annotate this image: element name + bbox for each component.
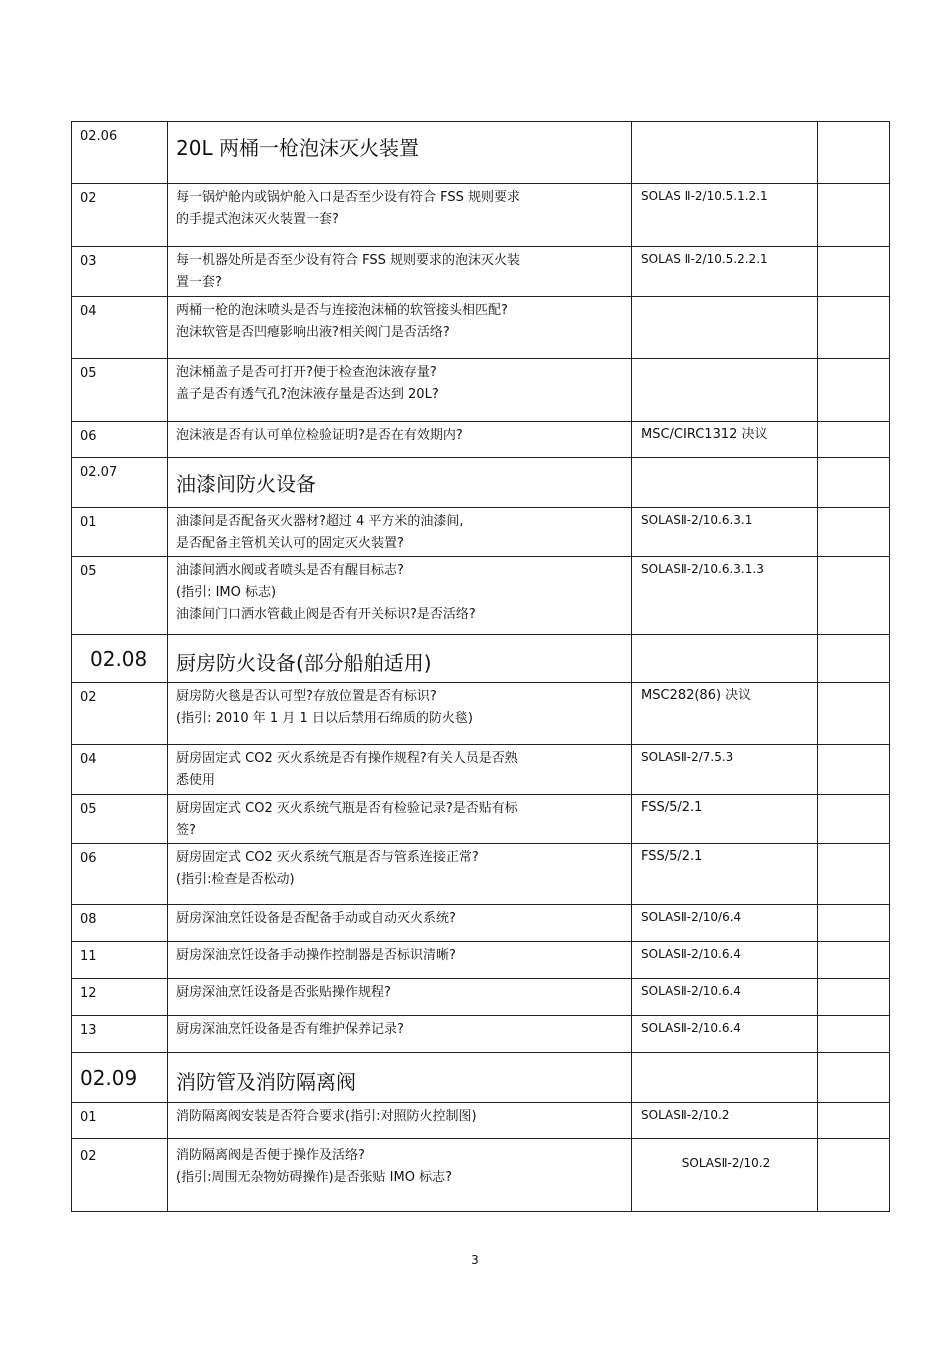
table-row: [72, 1016, 890, 1053]
reference-cell: [632, 635, 818, 683]
reference-cell: [632, 359, 818, 422]
question-cell: [168, 422, 632, 458]
check-cell: [818, 635, 890, 683]
reference-cell: MSC282(86) 决议: [632, 683, 818, 745]
question-line: 厨房固定式 CO2 灭火系统气瓶是否有检验记录?是否贴有标: [176, 801, 518, 816]
table-row: [72, 683, 890, 745]
item-code: 06: [72, 844, 168, 905]
check-cell: [818, 508, 890, 557]
reference-cell: SOLASⅡ-2/10.6.4: [632, 1016, 818, 1053]
question-line: 泡沫液是否有认可单位检验证明?是否在有效期内?: [176, 428, 463, 443]
item-code: 03: [72, 247, 168, 297]
question-line: 油漆间是否配备灭火器材?超过 4 平方米的油漆间,: [176, 514, 464, 529]
reference-cell: SOLASⅡ-2/10/6.4: [632, 905, 818, 942]
reference-cell: SOLAS Ⅱ-2/10.5.1.2.1: [632, 184, 818, 247]
reference-cell: [632, 458, 818, 508]
table-row: [72, 557, 890, 635]
table-row: [72, 942, 890, 979]
section-code: 02.08: [72, 635, 168, 683]
question-line: 消防隔离阀是否便于操作及活络?: [176, 1148, 365, 1163]
reference-cell: SOLASⅡ-2/10.6.4: [632, 979, 818, 1016]
section-row: [72, 635, 890, 683]
question-line: 厨房深油烹饪设备手动操作控制器是否标识清晰?: [176, 948, 456, 963]
question-line: 两桶一枪的泡沫喷头是否与连接泡沫桶的软管接头相匹配?: [176, 303, 508, 318]
question-line: 的手提式泡沫灭火装置一套?: [176, 212, 339, 227]
check-cell: [818, 122, 890, 184]
check-cell: [818, 683, 890, 745]
reference-cell: SOLASⅡ-2/7.5.3: [632, 745, 818, 795]
item-code: 05: [72, 557, 168, 635]
reference-cell: FSS/5/2.1: [632, 795, 818, 844]
question-line: 每一机器处所是否至少设有符合 FSS 规则要求的泡沫灭火装: [176, 253, 521, 268]
item-code: 13: [72, 1016, 168, 1053]
question-line: 厨房深油烹饪设备是否有维护保养记录?: [176, 1022, 404, 1037]
table-row: [72, 844, 890, 905]
check-cell: [818, 745, 890, 795]
section-title: 20L 两桶一枪泡沫灭火装置: [168, 122, 632, 184]
question-cell: [168, 942, 632, 979]
check-cell: [818, 979, 890, 1016]
question-line: (指引: 2010 年 1 月 1 日以后禁用石绵质的防火毯): [176, 711, 473, 726]
check-cell: [818, 297, 890, 359]
question-line: 厨房固定式 CO2 灭火系统气瓶是否与管系连接正常?: [176, 850, 479, 865]
table-row: [72, 1139, 890, 1212]
section-code: 02.09: [72, 1053, 168, 1103]
reference-cell: [632, 297, 818, 359]
item-code: 02: [72, 1139, 168, 1212]
check-cell: [818, 1016, 890, 1053]
question-cell: [168, 683, 632, 745]
section-title: 消防管及消防隔离阀: [168, 1053, 632, 1103]
table-row: [72, 422, 890, 458]
question-line: 每一锅炉舱内或锅炉舱入口是否至少设有符合 FSS 规则要求: [176, 190, 521, 205]
check-cell: [818, 1139, 890, 1212]
question-cell: [168, 745, 632, 795]
check-cell: [818, 557, 890, 635]
question-line: 盖子是否有透气孔?泡沫液存量是否达到 20L?: [176, 387, 439, 402]
question-line: 厨房深油烹饪设备是否配备手动或自动灭火系统?: [176, 911, 456, 926]
table-row: [72, 1103, 890, 1139]
table-row: [72, 508, 890, 557]
item-code: 08: [72, 905, 168, 942]
question-cell: [168, 979, 632, 1016]
question-line: 厨房深油烹饪设备是否张贴操作规程?: [176, 985, 391, 1000]
table-row: [72, 184, 890, 247]
question-line: 置一套?: [176, 275, 222, 290]
reference-cell: FSS/5/2.1: [632, 844, 818, 905]
table-row: [72, 745, 890, 795]
item-code: 04: [72, 745, 168, 795]
table-row: [72, 297, 890, 359]
question-cell: [168, 1103, 632, 1139]
reference-cell: SOLASⅡ-2/10.2: [632, 1103, 818, 1139]
reference-cell: SOLASⅡ-2/10.2: [632, 1139, 818, 1212]
question-cell: [168, 184, 632, 247]
question-cell: [168, 247, 632, 297]
check-cell: [818, 422, 890, 458]
question-cell: [168, 508, 632, 557]
item-code: 04: [72, 297, 168, 359]
question-line: 泡沫软管是否凹瘪影响出液?相关阀门是否活络?: [176, 325, 450, 340]
question-cell: [168, 844, 632, 905]
table-row: [72, 247, 890, 297]
question-cell: [168, 297, 632, 359]
check-cell: [818, 458, 890, 508]
section-row: [72, 122, 890, 184]
check-cell: [818, 844, 890, 905]
table-row: [72, 905, 890, 942]
question-line: (指引: IMO 标志): [176, 585, 277, 600]
question-line: 泡沫桶盖子是否可打开?便于检查泡沫液存量?: [176, 365, 437, 380]
check-cell: [818, 942, 890, 979]
item-code: 02: [72, 184, 168, 247]
page-number: 3: [471, 1253, 479, 1267]
reference-cell: MSC/CIRC1312 决议: [632, 422, 818, 458]
reference-cell: SOLASⅡ-2/10.6.4: [632, 942, 818, 979]
reference-cell: SOLAS Ⅱ-2/10.5.2.2.1: [632, 247, 818, 297]
question-cell: [168, 905, 632, 942]
question-line: 是否配备主管机关认可的固定灭火装置?: [176, 536, 404, 551]
item-code: 02: [72, 683, 168, 745]
question-line: 悉使用: [176, 773, 216, 788]
reference-cell: [632, 1053, 818, 1103]
table-row: [72, 359, 890, 422]
item-code: 12: [72, 979, 168, 1016]
item-code: 01: [72, 508, 168, 557]
section-code: 02.07: [72, 458, 168, 508]
question-line: 油漆间洒水阀或者喷头是否有醒目标志?: [176, 563, 404, 578]
section-title: 油漆间防火设备: [168, 458, 632, 508]
question-cell: [168, 359, 632, 422]
item-code: 01: [72, 1103, 168, 1139]
reference-cell: [632, 122, 818, 184]
reference-cell: SOLASⅡ-2/10.6.3.1: [632, 508, 818, 557]
check-cell: [818, 1053, 890, 1103]
section-row: [72, 458, 890, 508]
table-row: [72, 979, 890, 1016]
question-line: 厨房固定式 CO2 灭火系统是否有操作规程?有关人员是否熟: [176, 751, 518, 766]
item-code: 06: [72, 422, 168, 458]
reference-cell: SOLASⅡ-2/10.6.3.1.3: [632, 557, 818, 635]
check-cell: [818, 359, 890, 422]
check-cell: [818, 1103, 890, 1139]
question-cell: [168, 795, 632, 844]
check-cell: [818, 247, 890, 297]
question-cell: [168, 1139, 632, 1212]
question-line: (指引:周围无杂物妨碍操作)是否张贴 IMO 标志?: [176, 1170, 452, 1185]
item-code: 05: [72, 795, 168, 844]
section-code: 02.06: [72, 122, 168, 184]
check-cell: [818, 905, 890, 942]
question-cell: [168, 557, 632, 635]
question-line: 消防隔离阀安装是否符合要求(指引:对照防火控制图): [176, 1109, 477, 1124]
check-cell: [818, 795, 890, 844]
section-row: [72, 1053, 890, 1103]
section-title: 厨房防火设备(部分船舶适用): [168, 635, 632, 683]
check-cell: [818, 184, 890, 247]
inspection-checklist-table: [71, 121, 890, 1212]
question-line: 签?: [176, 823, 196, 838]
table-row: [72, 795, 890, 844]
question-cell: [168, 1016, 632, 1053]
item-code: 11: [72, 942, 168, 979]
question-line: (指引:检查是否松动): [176, 872, 295, 887]
item-code: 05: [72, 359, 168, 422]
question-line: 油漆间门口洒水管截止阀是否有开关标识?是否活络?: [176, 607, 476, 622]
question-line: 厨房防火毯是否认可型?存放位置是否有标识?: [176, 689, 437, 704]
